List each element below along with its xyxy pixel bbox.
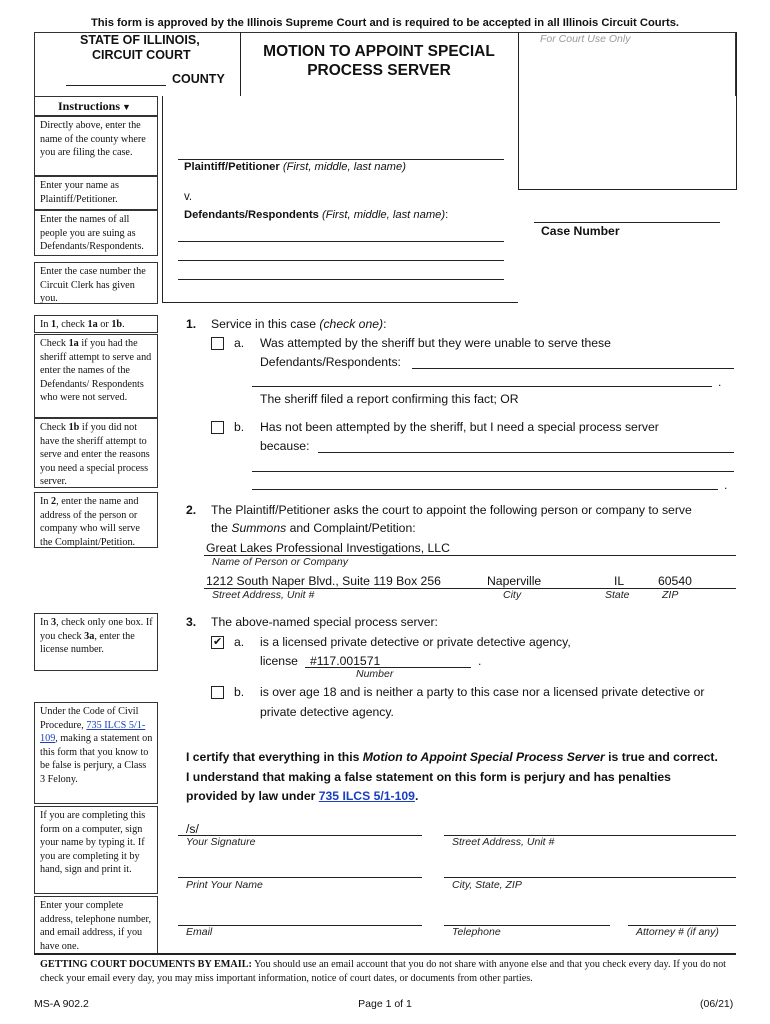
certify-line-1-post: is true and correct. [604, 750, 718, 764]
server-city-label: City [503, 589, 522, 601]
print-name-field[interactable] [178, 877, 422, 878]
server-street-label: Street Address, Unit # [212, 589, 315, 601]
instruction-address: Enter your complete address, telephone number, and email address, if you have one. [34, 896, 158, 954]
option-1a-defendants: Defendants/Respondents: [260, 355, 401, 369]
certify-line-3 [186, 789, 418, 803]
defendants-label [184, 209, 448, 221]
versus-label: v. [184, 191, 193, 203]
option-3b-letter: b. [234, 685, 245, 699]
instruction-1a: Check 1a if you had the sheriff attempt to serve and enter the names of the Defendants/ Respondents who were not served. [34, 334, 158, 418]
form-id: MS-A 902.2 [34, 998, 89, 1010]
license-period: . [478, 654, 482, 668]
certify-form-name: Motion to Appoint Special Process Server [362, 750, 605, 764]
perjury-text-pre: Under the Code of Civil Procedure, [40, 706, 139, 731]
court-use-bottom [518, 189, 736, 190]
server-state-label: State [605, 589, 630, 601]
unserved-field-1[interactable] [412, 368, 734, 369]
server-zip-label: ZIP [662, 589, 679, 601]
section2-text-1: The Plaintiff/Petitioner asks the court to appoint the following person or company to serve [211, 503, 692, 517]
instruction-perjury [34, 702, 158, 804]
page-number: Page 1 of 1 [358, 998, 412, 1010]
section2-number: 2. [186, 503, 197, 517]
city-state-zip-label: City, State, ZIP [452, 879, 522, 891]
server-city-value[interactable]: Naperville [487, 574, 542, 588]
print-name-label: Print Your Name [186, 879, 263, 891]
reason-field-1[interactable] [318, 452, 734, 453]
certify-line-3-post: . [414, 789, 419, 803]
state-line-1: STATE OF ILLINOIS, [80, 33, 200, 47]
plaintiff-label-text: Plaintiff/Petitioner [184, 161, 280, 173]
instruction-plaintiff: Enter your name as Plaintiff/Petitioner. [34, 176, 158, 210]
email-notice [40, 958, 736, 986]
server-street-value[interactable]: 1212 South Naper Blvd., Suite 119 Box 256 [206, 574, 441, 588]
license-label: license [260, 654, 298, 668]
county-label: COUNTY [172, 72, 225, 86]
server-name-value[interactable]: Great Lakes Professional Investigations, LLC [206, 541, 450, 555]
case-number-field[interactable] [534, 222, 720, 223]
unserved-field-2[interactable] [252, 386, 712, 387]
signature-label: Your Signature [186, 836, 256, 848]
option-1a-text: Was attempted by the sheriff but they were unable to serve these [260, 336, 611, 350]
instruction-case-number: Enter the case number the Circuit Clerk has given you. [34, 262, 158, 304]
certify-line-2: I understand that making a false statement on this form is perjury and has penalties [186, 770, 671, 784]
instruction-section1: In 1, check 1a or 1b. [34, 315, 158, 333]
caption-left-border [162, 96, 163, 302]
checkbox-1b[interactable] [211, 421, 224, 434]
state-line-2: CIRCUIT COURT [92, 48, 191, 62]
license-number-label: Number [356, 668, 394, 680]
section1-intro-colon: : [383, 317, 387, 331]
plaintiff-hint: (First, middle, last name) [282, 161, 406, 173]
section2-summons: Summons [231, 521, 287, 535]
statute-link[interactable]: 735 ILCS 5/1-109 [318, 789, 415, 803]
defendant-field-2[interactable] [178, 260, 504, 261]
option-1a-letter: a. [234, 336, 245, 350]
plaintiff-field[interactable] [178, 159, 504, 160]
email-notice-body: You should use an email account that you do not share with anyone else and that you check every day. If you do not check your email every day, you may miss important information, notice of court dates, or documents from other parties. [40, 959, 726, 984]
section3-intro: The above-named special process server: [211, 615, 438, 629]
statute-link-sidebar[interactable]: 735 ILCS 5/1-109 [40, 719, 146, 745]
defendant-field-1[interactable] [178, 241, 504, 242]
telephone-label: Telephone [452, 926, 501, 938]
email-notice-divider [34, 953, 736, 955]
reason-field-3[interactable] [252, 489, 718, 490]
section2-text-2-post: and Complaint/Petition: [286, 521, 416, 535]
instruction-section2: In 2, enter the name and address of the person or company who will serve the Complaint/Petition. [34, 492, 158, 548]
certify-line-3-pre: provided by law under [186, 789, 319, 803]
email-label: Email [186, 926, 213, 938]
option-1b-period: . [724, 478, 728, 492]
email-notice-heading: GETTING COURT DOCUMENTS BY EMAIL: [40, 959, 252, 970]
county-field[interactable] [66, 85, 166, 86]
option-1a-report: The sheriff filed a report confirming this fact; OR [260, 392, 519, 406]
revision-date: (06/21) [700, 998, 734, 1010]
option-1b-because: because: [260, 439, 310, 453]
server-state-value[interactable]: IL [614, 574, 625, 588]
perjury-text-post: , making a statement on this form that you know to be false is perjury, a Class 3 Felony. [40, 733, 153, 785]
email-field[interactable] [178, 925, 422, 926]
option-1b-text: Has not been attempted by the sheriff, but I need a special process server [260, 420, 659, 434]
instructions-text: Instructions [58, 99, 121, 113]
section1-intro [211, 317, 386, 331]
defendants-label-text: Defendants/Respondents [184, 209, 319, 221]
instruction-county: Directly above, enter the name of the county where you are filing the case. [34, 116, 158, 176]
section2-text-2 [211, 521, 416, 535]
server-zip-value[interactable]: 60540 [658, 574, 692, 588]
section1-intro-hint: (check one) [319, 317, 384, 331]
option-1b-letter: b. [234, 420, 245, 434]
section2-text-2-pre: the [211, 521, 232, 535]
instruction-defendants: Enter the names of all people you are suing as Defendants/Respondents. [34, 210, 158, 256]
option-3a-text: is a licensed private detective or private detective agency, [260, 635, 571, 649]
defendants-hint: (First, middle, last name) [322, 209, 446, 221]
form-approval-notice: This form is approved by the Illinois Supreme Court and is required to be accepted in all Illinois Circuit Courts. [90, 17, 680, 29]
instruction-section3: In 3, check only one box. If you check 3a, enter the license number. [34, 613, 158, 671]
form-title-line-1: MOTION TO APPOINT SPECIAL [263, 43, 495, 60]
checkbox-3a[interactable] [211, 636, 224, 649]
defendants-colon: : [445, 209, 449, 221]
section1-intro-text: Service in this case [211, 317, 316, 331]
plaintiff-label [184, 161, 406, 173]
checkbox-3b[interactable] [211, 686, 224, 699]
instruction-1b: Check 1b if you did not have the sheriff attempt to serve and enter the reasons you need a special process server. [34, 418, 158, 488]
checkmark-icon: ✔ [213, 636, 223, 648]
instructions-label[interactable] [58, 99, 131, 114]
court-use-label: For Court Use Only [540, 33, 631, 45]
instruction-signature: If you are completing this form on a computer, sign your name by typing it. If you are completing it by hand, sign and print it. [34, 806, 158, 894]
signature-value[interactable]: /s/ [186, 822, 199, 836]
option-1a-period: . [718, 375, 722, 389]
certify-line-1 [186, 750, 718, 764]
attorney-number-label: Attorney # (if any) [636, 926, 719, 938]
street-address-label: Street Address, Unit # [452, 836, 555, 848]
license-number-value[interactable]: #117.001571 [310, 654, 381, 668]
section1-number: 1. [186, 317, 197, 331]
form-title-line-2: PROCESS SERVER [307, 62, 451, 79]
case-number-label: Case Number [541, 224, 620, 238]
caption-bottom-border [162, 302, 518, 303]
court-use-right [736, 32, 737, 190]
defendant-field-3[interactable] [178, 279, 504, 280]
certify-line-1-pre: I certify that everything in this [186, 750, 363, 764]
chevron-down-icon: ▼ [122, 102, 131, 112]
city-state-zip-field[interactable] [444, 877, 736, 878]
checkbox-1a[interactable] [211, 337, 224, 350]
option-3b-text-1: is over age 18 and is neither a party to this case nor a licensed private detective or [260, 685, 705, 699]
option-3b-text-2: private detective agency. [260, 705, 394, 719]
court-use-divider [518, 32, 519, 190]
server-name-label: Name of Person or Company [212, 556, 348, 568]
section3-number: 3. [186, 615, 197, 629]
reason-field-2[interactable] [252, 471, 734, 472]
option-3a-letter: a. [234, 635, 245, 649]
